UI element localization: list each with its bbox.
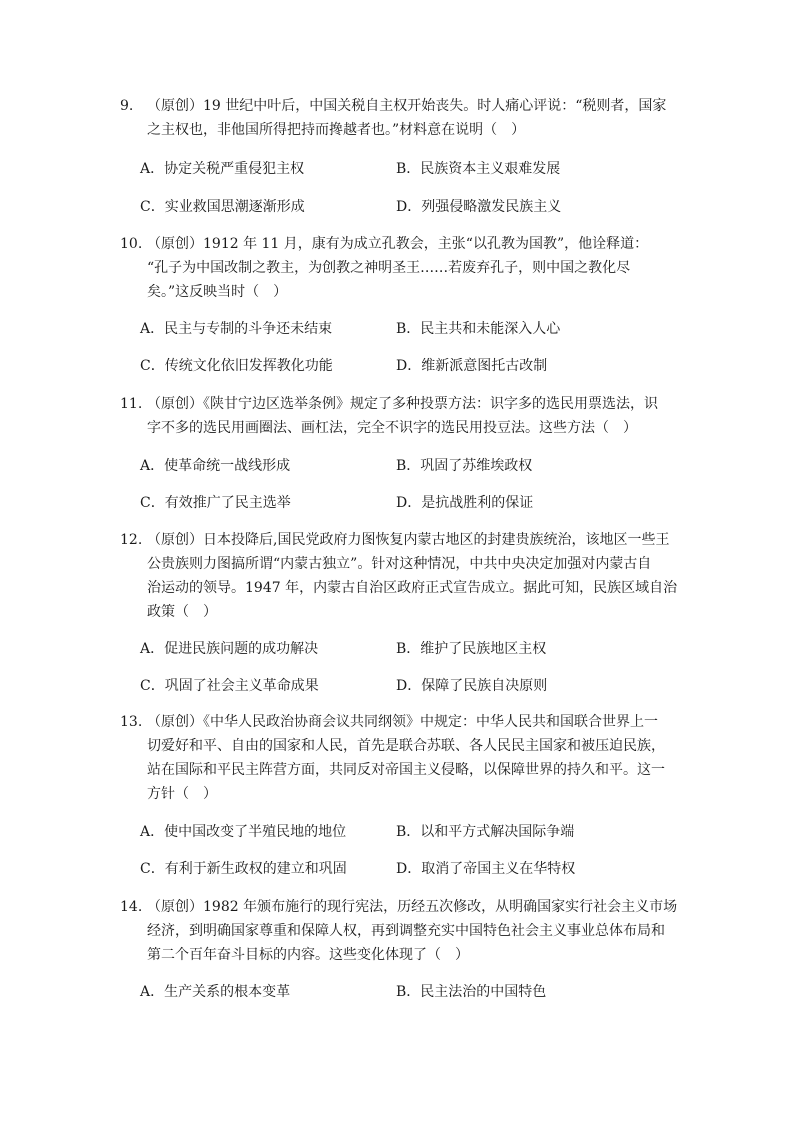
question-number: 10. <box>120 236 143 252</box>
option-c: C．有效推广了民主选举 <box>140 495 291 511</box>
options-14 <box>140 982 700 1002</box>
question-line: “孔子为中国改制之教主，为创教之神明圣王……若废弃孔子，则中国之教化尽 <box>147 260 631 276</box>
option-row <box>140 859 700 879</box>
option-c: C．传统文化依旧发挥教化功能 <box>140 358 333 374</box>
options-12 <box>140 639 700 696</box>
question-9 <box>120 94 680 142</box>
question-number: 9. <box>120 98 134 114</box>
question-number: 11. <box>120 396 143 412</box>
question-13 <box>120 710 680 806</box>
option-a: A．生产关系的根本变革 <box>140 984 291 1000</box>
question-line: 第二个百年奋斗目标的内容。这些变化体现了（ ） <box>147 947 469 963</box>
question-line: 政策（ ） <box>147 604 217 620</box>
question-number: 14. <box>120 899 143 915</box>
option-row <box>140 456 700 476</box>
question-line: 14. （原创）1982 年颁布施行的现行宪法，历经五次修改，从明确国家实行社会主义市场 <box>120 895 680 919</box>
option-row <box>140 356 700 376</box>
question-11 <box>120 392 680 440</box>
option-c: C．巩固了社会主义革命成果 <box>140 678 319 694</box>
option-d: D．维新派意图托古改制 <box>396 358 548 374</box>
options-11 <box>140 456 700 513</box>
options-9 <box>140 159 700 217</box>
question-number: 13. <box>120 714 143 730</box>
option-c: C．有利于新生政权的建立和巩固 <box>140 861 347 877</box>
option-a: A．使革命统一战线形成 <box>140 458 291 474</box>
option-a: A．使中国改变了半殖民地的地位 <box>140 824 347 840</box>
question-line: 10. （原创）1912 年 11 月，康有为成立孔教会，主张“以孔教为国教”，他诠释道： <box>120 232 680 256</box>
option-d: D．列强侵略激发民族主义 <box>396 199 562 215</box>
option-d: D．保障了民族自决原则 <box>396 678 548 694</box>
option-row <box>140 822 700 842</box>
option-row <box>140 676 700 696</box>
option-row <box>140 319 700 339</box>
question-line: 公贵族则力图搞所谓“内蒙古独立”。针对这种情况，中共中央决定加强对内蒙古自 <box>147 556 652 572</box>
question-line: 切爱好和平、自由的国家和人民，首先是联合苏联、各人民民主国家和被压迫民族， <box>147 738 665 754</box>
option-a: A．民主与专制的斗争还未结束 <box>140 321 333 337</box>
question-line: 方针（ ） <box>147 786 217 802</box>
option-d: D．是抗战胜利的保证 <box>396 495 534 511</box>
option-b: B．民主共和未能深入人心 <box>396 321 561 337</box>
question-line: 站在国际和平民主阵营方面，共同反对帝国主义侵略，以保障世界的持久和平。这一 <box>147 762 665 778</box>
question-10 <box>120 232 680 304</box>
option-row <box>140 159 700 179</box>
question-line: 治运动的领导。1947 年，内蒙古自治区政府正式宣告成立。据此可知，民族区域自治 <box>147 580 678 596</box>
question-14 <box>120 895 680 967</box>
option-row <box>140 982 700 1002</box>
option-b: B．民主法治的中国特色 <box>396 984 547 1000</box>
question-12 <box>120 528 680 624</box>
option-b: B．维护了民族地区主权 <box>396 641 547 657</box>
option-b: B．民族资本主义艰难发展 <box>396 161 561 177</box>
question-line: 9. （原创）19 世纪中叶后，中国关税自主权开始丧失。时人痛心评说：“税则者，国家 <box>120 94 680 118</box>
option-c: C．实业救国思潮逐渐形成 <box>140 199 305 215</box>
option-row <box>140 493 700 513</box>
question-line: 矣。”这反映当时（ ） <box>147 284 288 300</box>
question-line: 13. （原创）《中华人民政治协商会议共同纲领》中规定：中华人民共和国联合世界上一 <box>120 710 680 734</box>
option-b: B．以和平方式解决国际争端 <box>396 824 575 840</box>
question-line: 11. （原创）《陕甘宁边区选举条例》规定了多种投票方法：识字多的选民用票选法，识 <box>120 392 680 416</box>
option-a: A．协定关税严重侵犯主权 <box>140 161 305 177</box>
question-line: 字不多的选民用画圈法、画杠法，完全不识字的选民用投豆法。这些方法（ ） <box>147 420 637 436</box>
option-row <box>140 197 700 217</box>
question-line: 经济，到明确国家尊重和保障人权，再到调整充实中国特色社会主义事业总体布局和 <box>147 923 665 939</box>
options-10 <box>140 319 700 376</box>
options-13 <box>140 822 700 879</box>
option-b: B．巩固了苏维埃政权 <box>396 458 533 474</box>
option-a: A．促进民族问题的成功解决 <box>140 641 319 657</box>
option-d: D．取消了帝国主义在华特权 <box>396 861 576 877</box>
question-line: 之主权也，非他国所得把持而搀越者也。”材料意在说明（ ） <box>147 122 526 138</box>
option-row <box>140 639 700 659</box>
question-line: 12. （原创）日本投降后,国民党政府力图恢复内蒙古地区的封建贵族统治，该地区一些王 <box>120 528 680 552</box>
question-number: 12. <box>120 532 143 548</box>
